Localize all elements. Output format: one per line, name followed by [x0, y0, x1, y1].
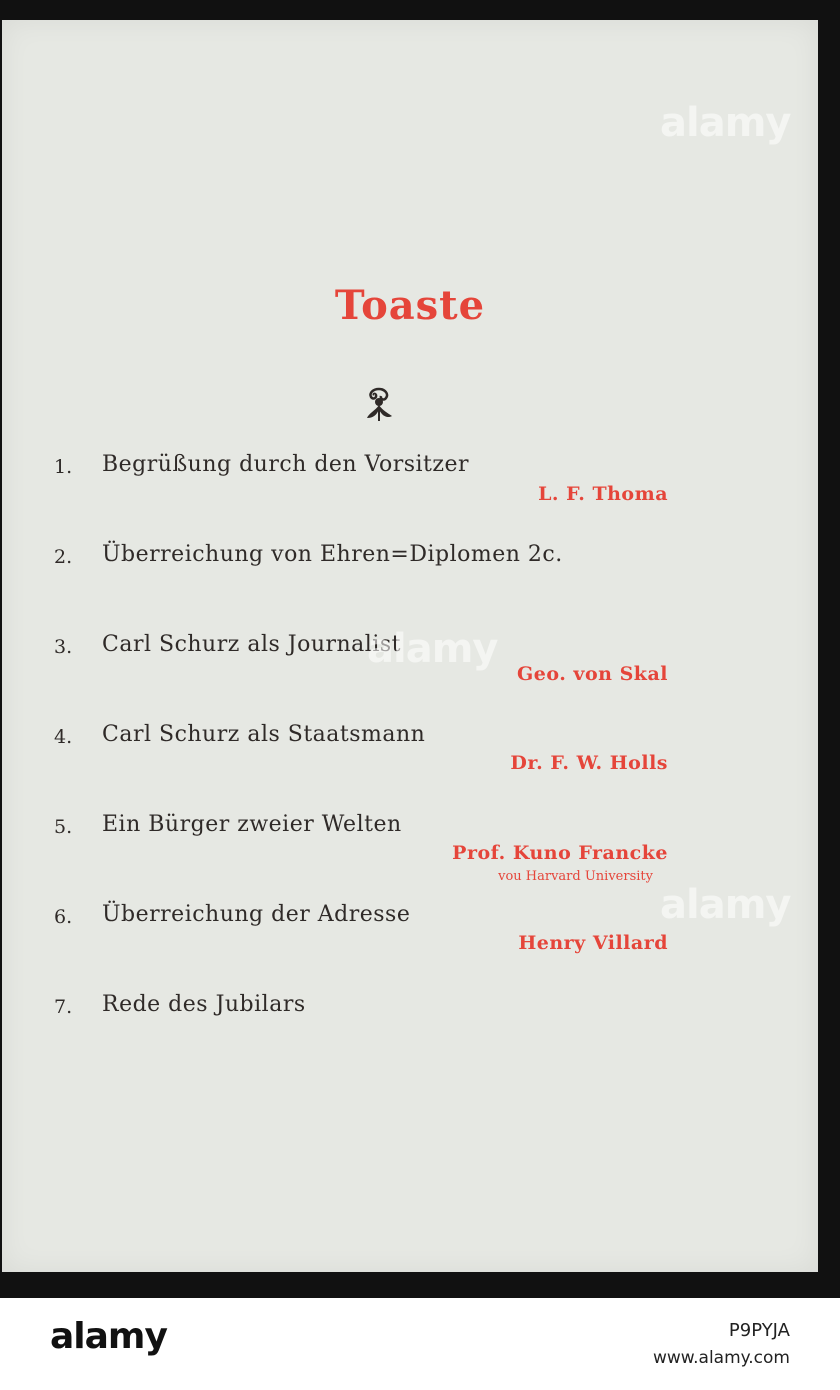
toast-speaker: Prof. Kuno Francke	[452, 842, 668, 864]
alamy-logo: alamy	[50, 1316, 167, 1357]
toast-title: Carl Schurz als Journalist	[102, 632, 401, 657]
stock-footer	[0, 1298, 840, 1390]
toast-number: 1.	[54, 456, 73, 478]
toast-title: Überreichung von Ehren=Diplomen 2c.	[102, 542, 563, 567]
toast-speaker: Geo. von Skal	[517, 663, 668, 685]
toast-number: 2.	[54, 546, 73, 568]
page-title: Toaste	[334, 282, 486, 329]
toast-title: Begrüßung durch den Vorsitzer	[102, 452, 470, 477]
toast-speaker: Dr. F. W. Holls	[510, 752, 668, 774]
toast-title: Rede des Jubilars	[102, 992, 306, 1017]
toast-number: 7.	[54, 996, 73, 1018]
toast-speaker: L. F. Thoma	[538, 483, 668, 505]
watermark-text: alamy	[660, 882, 791, 928]
speaker-affiliation: vou Harvard University	[498, 869, 653, 884]
toast-number: 6.	[54, 906, 73, 928]
toast-title: Ein Bürger zweier Welten	[102, 812, 402, 837]
toast-number: 5.	[54, 816, 73, 838]
site-url[interactable]: www.alamy.com	[652, 1348, 790, 1368]
image-id: P9PYJA	[728, 1320, 790, 1341]
watermark-text: alamy	[660, 100, 791, 146]
toast-title: Carl Schurz als Staatsmann	[102, 722, 426, 747]
toast-speaker: Henry Villard	[518, 932, 668, 954]
toast-number: 4.	[54, 726, 73, 748]
toast-number: 3.	[54, 636, 73, 658]
floral-ornament-icon	[363, 385, 395, 423]
watermark-text: alamy	[367, 626, 498, 672]
menu-card	[2, 20, 818, 1272]
toast-title: Überreichung der Adresse	[102, 902, 411, 927]
